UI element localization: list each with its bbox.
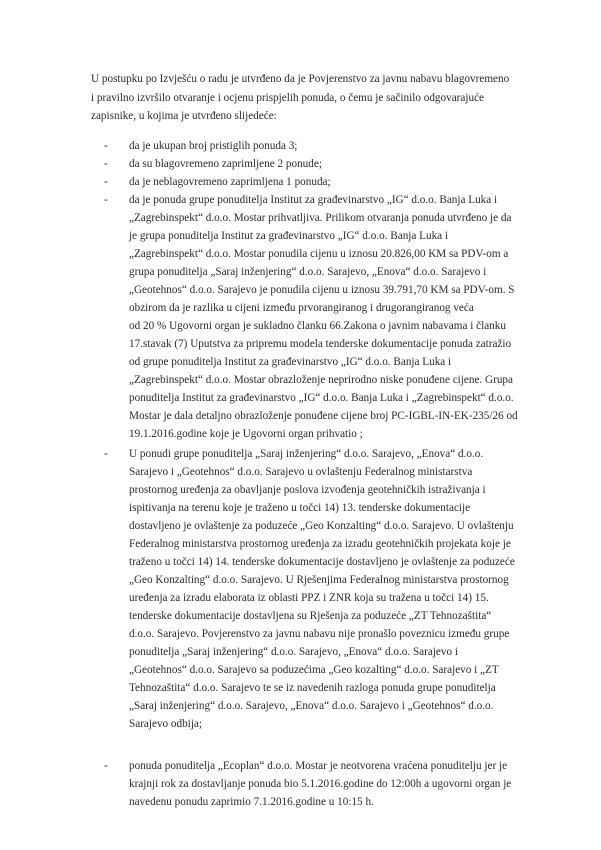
list-item-line: „Saraj inženjering“ d.o.o. Sarajevo, „Enova“ d.o.o. Sarajevo i „Geotehnos“ d.o.o. [129, 700, 494, 712]
list-item-line: navedenu ponudu zaprimio 7.1.2016.godine u 10:15 h. [129, 796, 374, 808]
list-item-line: ispitivanja na terenu koje je traženo u točci 14) 13. tenderske dokumentacije [129, 502, 471, 514]
list-item-line: da je neblagovremeno zaprimljena 1 ponuda; [129, 176, 331, 188]
intro-line: U postupku po Izvješću o radu je utvrđeno da je Povjerenstvo za javnu nabavu blagovremeno [91, 73, 510, 85]
list-item-line: „Zagrebinspekt“ d.o.o. Mostar prihvatljiva. Prilikom otvaranja ponuda utvrđeno je da [129, 212, 512, 224]
list-item-line: Tehnozaštita“ d.o.o. Sarajevo te se iz navedenih razloga ponuda grupe ponuditelja [129, 682, 496, 694]
bullet-dash: - [104, 176, 108, 188]
list-item-line: „Geotehnos“ d.o.o. Sarajevo sa poduzećima „Geo kozalting“ d.o.o. Sarajevo i „ZT [129, 664, 499, 676]
list-item-line: krajnji rok za dostavljanje ponuda bio 5.1.2016.godine do 12:00h a ugovorni organ je [129, 778, 512, 790]
bullet-dash: - [104, 158, 108, 170]
list-item-line: „Zagrebinspekt“ d.o.o. Mostar obrazloženje neprirodno niske ponuđene cijene. Grupa [129, 374, 513, 386]
list-item-line: prostornog uređenja za obavljanje poslova izvođenja geotehničkih istraživanja i [129, 484, 486, 496]
list-item-line: Federalnog ministarstva prostornog uređenja za izradu geotehničkih projekata koje je [129, 538, 511, 550]
list-item-line: Mostar je dala detaljno obrazloženje ponuđene cijene broj PC-IGBL-IN-EK-235/26 od [129, 410, 518, 422]
list-item-line: 19.1.2016.godine koje je Ugovorni organ prihvatio ; [129, 428, 363, 440]
list-item-line: dostavljeno je ovlaštenje za poduzeće „Geo Konzalting“ d.o.o. Sarajevo. U ovlaštenju [129, 520, 514, 532]
intro-line: zapisnike, u kojima je utvrđeno slijedeće: [91, 110, 277, 122]
list-item-line: U ponudi grupe ponuditelja „Saraj inženjering“ d.o.o. Sarajevo, „Enova“ d.o.o. [129, 448, 484, 460]
list-item-line: ponuda ponuditelja „Ecoplan“ d.o.o. Mostar je neotvorena vraćena ponuditelju jer je [129, 760, 508, 772]
list-item-line: ponuditelja „Saraj inženjering“ d.o.o. Sarajevo, „Enova“ d.o.o. Sarajevo i [129, 646, 458, 658]
list-item-line: Sarajevo i „Geotehnos“ d.o.o. Sarajevo u ovlaštenju Federalnog ministarstva [129, 466, 473, 478]
list-item-line: od grupe ponuditelja Institut za građevinarstvo „IG“ d.o.o. Banja Luka i [129, 356, 452, 368]
bullet-dash: - [104, 194, 108, 206]
list-item-line: „Zagrebinspekt“ d.o.o. Mostar ponudila cijenu u iznosu 20.826,00 KM sa PDV-om a [129, 248, 509, 260]
list-item-line: „Geo Konzalting“ d.o.o. Sarajevo. U Rješenjima Federalnog ministarstva prostornog [129, 574, 509, 586]
list-item-line: je grupa ponuditelja Institut za građevinarstvo „IG“ d.o.o. Banja Luka i [129, 230, 449, 242]
list-item-line: uređenja za izradu elaborata iz oblasti PPZ i ZNR koja su tražena u točci 14) 15. [129, 592, 489, 604]
list-item-line: da je ponuda grupe ponuditelja Institut za građevinarstvo „IG“ d.o.o. Banja Luka i [129, 194, 498, 206]
list-item-line: d.o.o. Sarajevo. Povjerenstvo za javnu nabavu nije pronašlo poveznicu između grupe [129, 628, 510, 640]
list-item-line: „Geotehnos“ d.o.o. Sarajevo je ponudila cijenu u iznosu 39.791,70 KM sa PDV-om. S [129, 284, 515, 296]
bullet-dash: - [104, 760, 108, 772]
intro-line: i pravilno izvršilo otvaranje i ocjenu prispjelih ponuda, o čemu je sačinilo odgovarajuće [91, 92, 484, 104]
list-item-line: grupa ponuditelja „Saraj inženjering“ d.o.o. Sarajevo, „Enova“ d.o.o. Sarajevo i [129, 266, 487, 278]
bullet-dash: - [104, 140, 108, 152]
list-item-line: tenderske dokumentacije dostavljena su Rješenja za poduzeće „ZT Tehnozaštita“ [129, 610, 492, 622]
list-item-line: obzirom da je razlika u cijeni između prvorangiranog i drugorangiranog veća [129, 302, 474, 314]
list-item-line: da su blagovremeno zaprimljene 2 ponude; [129, 158, 322, 170]
bullet-dash: - [104, 448, 108, 460]
list-item-line: od 20 % Ugovorni organ je sukladno članku 66.Zakona o javnim nabavama i članku [129, 320, 506, 332]
list-item-line: 17.stavak (7) Uputstva za pripremu modela tenderske dokumentacije ponuda zatražio [129, 338, 512, 350]
list-item-line: ponuditelja Institut za građevinarstvo „IG“ d.o.o. Banja Luka i „Zagrebinspekt“ d.o.o. [129, 392, 514, 404]
list-item-line: da je ukupan broj pristiglih ponuda 3; [129, 140, 298, 152]
list-item-line: traženo u točci 14) 14. tenderske dokumentacije dostavljeno je ovlaštenje za poduzeće [129, 556, 515, 568]
list-item-line: Sarajevo odbija; [129, 718, 203, 730]
